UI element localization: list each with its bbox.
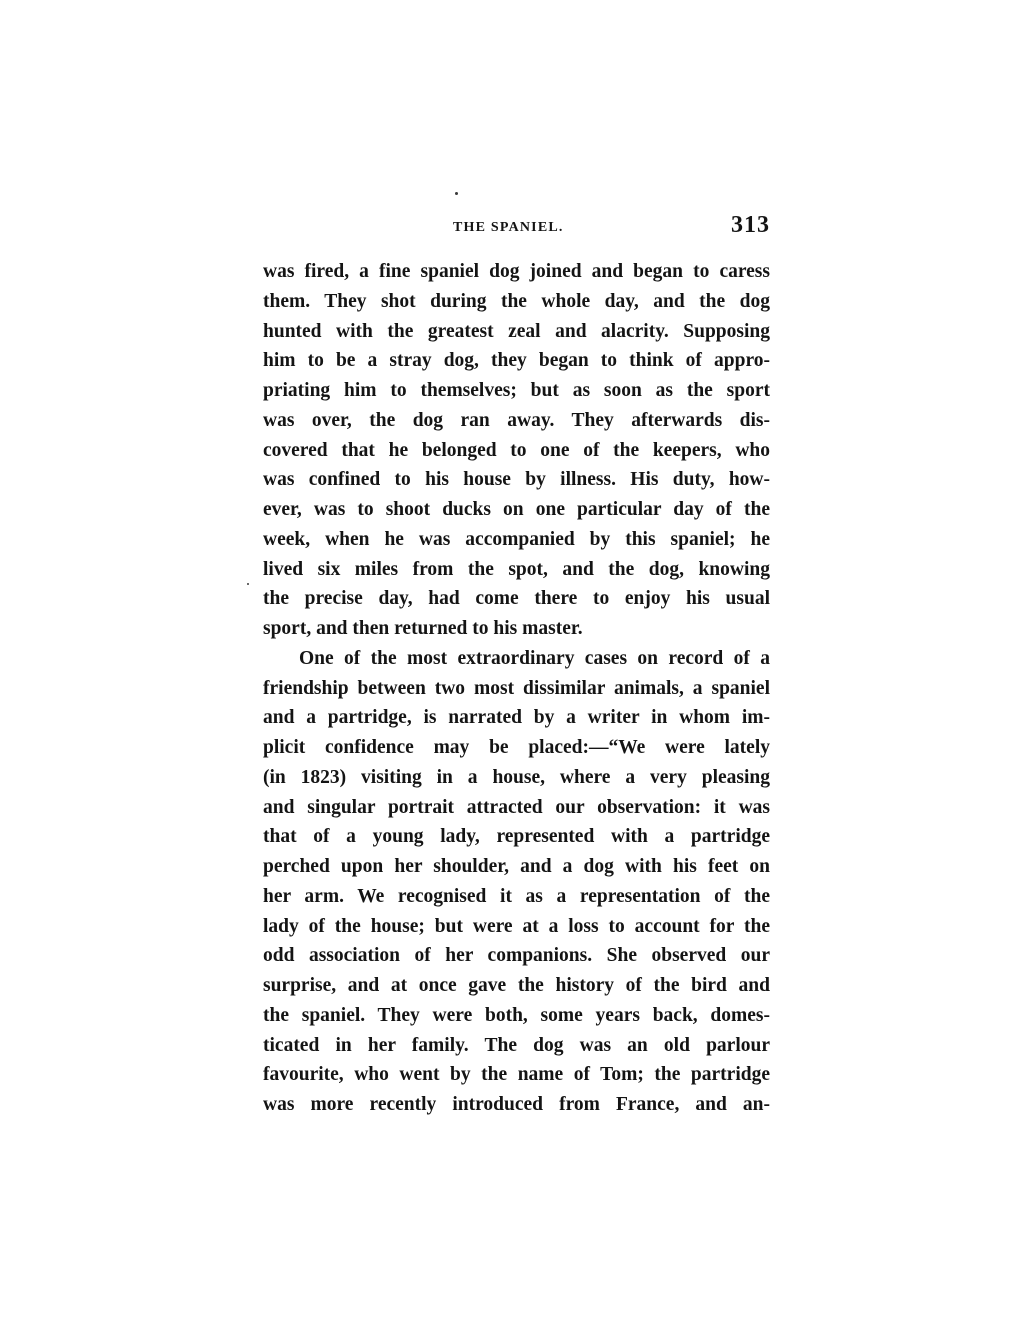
ink-speck <box>247 583 249 585</box>
text-line: hunted with the greatest zeal and alacrity. Supposing <box>263 320 770 342</box>
text-line: him to be a stray dog, they began to think of appro- <box>263 350 770 372</box>
page-header <box>263 212 770 248</box>
text-line: her arm. We recognised it as a representation of the <box>263 885 770 907</box>
text-line: week, when he was accompanied by this spaniel; he <box>263 528 770 550</box>
text-line: and singular portrait attracted our observation: it was <box>263 796 770 818</box>
text-line: odd association of her companions. She observed our <box>263 945 770 967</box>
text-line: friendship between two most dissimilar animals, a spaniel <box>263 677 770 699</box>
running-head: THE SPANIEL. <box>453 220 564 235</box>
text-line: surprise, and at once gave the history of the bird and <box>263 975 770 996</box>
text-line: lived six miles from the spot, and the dog, knowing <box>263 558 770 580</box>
text-line: and a partridge, is narrated by a writer in whom im- <box>263 707 770 729</box>
page-number: 313 <box>731 212 770 238</box>
text-line: the spaniel. They were both, some years back, domes- <box>263 1004 770 1026</box>
text-line: covered that he belonged to one of the keepers, who <box>263 439 770 461</box>
text-line: (in 1823) visiting in a house, where a very pleasing <box>263 766 770 788</box>
text-line: was confined to his house by illness. His duty, how- <box>263 469 770 491</box>
ink-speck <box>455 192 458 195</box>
body-text <box>263 257 770 1120</box>
text-line: plicit confidence may be placed:—“We were lately <box>263 737 770 758</box>
text-line: was fired, a fine spaniel dog joined and began to caress <box>263 261 770 282</box>
text-line: the precise day, had come there to enjoy his usual <box>263 588 770 610</box>
text-line: ticated in her family. The dog was an old parlour <box>263 1034 770 1056</box>
text-line: perched upon her shoulder, and a dog with his feet on <box>263 856 770 877</box>
paragraph <box>263 257 770 644</box>
text-line: sport, and then returned to his master. <box>263 618 583 639</box>
text-line: was over, the dog ran away. They afterwards dis- <box>263 409 770 431</box>
text-line: them. They shot during the whole day, and the dog <box>263 290 770 312</box>
text-line: that of a young lady, represented with a partridge <box>263 826 770 848</box>
paragraph <box>263 644 770 1120</box>
text-line: One of the most extraordinary cases on record of a <box>299 647 770 669</box>
text-line: lady of the house; but were at a loss to account for the <box>263 915 770 937</box>
text-line: ever, was to shoot ducks on one particular day of the <box>263 499 770 520</box>
text-line: favourite, who went by the name of Tom; the partridge <box>263 1064 770 1086</box>
text-line: was more recently introduced from France, and an- <box>263 1094 770 1115</box>
text-line: priating him to themselves; but as soon as the sport <box>263 380 770 401</box>
